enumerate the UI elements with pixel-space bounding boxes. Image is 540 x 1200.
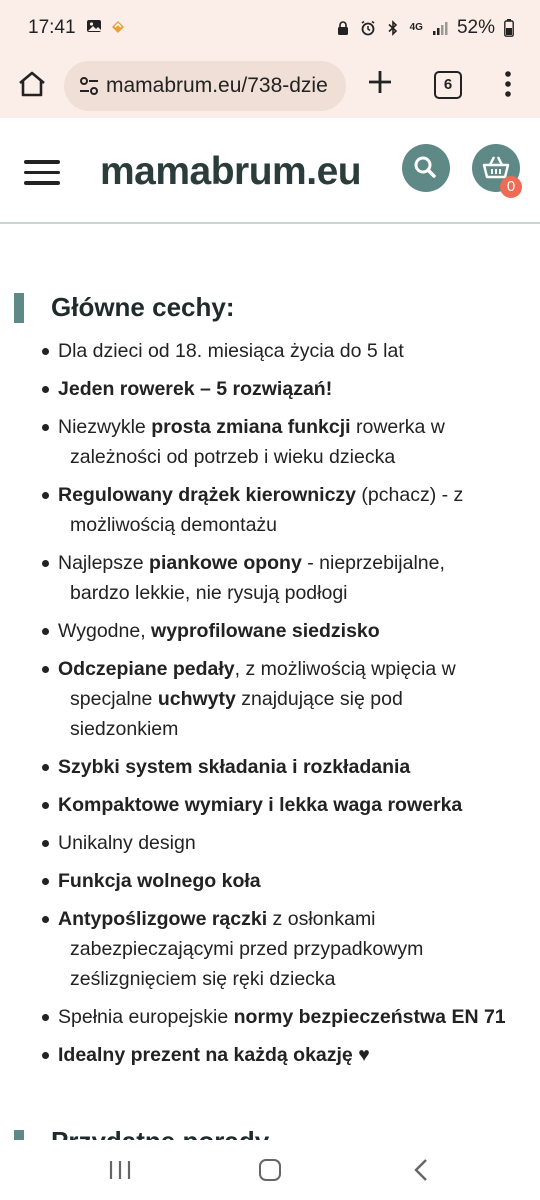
feature-item (40, 616, 530, 646)
feature-continuation: ześlizgnięciem się ręki dziecka (70, 968, 336, 990)
feature-text-segment: Antypoślizgowe rączki (58, 908, 268, 930)
feature-text-segment: znajdujące się pod (235, 688, 403, 710)
feature-text-segment: prosta zmiana funkcji (151, 416, 351, 438)
browser-toolbar (0, 56, 540, 118)
search-button[interactable] (402, 144, 450, 192)
heading-accent-bar (14, 293, 24, 323)
back-icon[interactable] (413, 1158, 429, 1182)
cart-count-badge: 0 (500, 176, 522, 198)
feature-text-segment: Jeden rowerek – 5 rozwiązań! (58, 378, 333, 400)
feature-item (40, 752, 530, 782)
feature-item (40, 412, 530, 472)
feature-item (40, 1002, 530, 1032)
feature-text-segment: z osłonkami (267, 908, 376, 930)
feature-text-segment: , z możliwością wpięcia w (234, 658, 456, 680)
next-section-heading (14, 1126, 274, 1140)
battery-percent: 52% (456, 17, 495, 38)
feature-continuation: zależności od potrzeb i wieku dziecka (70, 446, 396, 468)
feature-item (40, 548, 530, 608)
lock-icon (335, 20, 351, 36)
feature-item (40, 654, 530, 744)
search-icon (402, 144, 450, 192)
url-text[interactable]: mamabrum.eu/738-dzie (106, 74, 328, 97)
feature-text-segment: - nieprzebijalne, (301, 552, 445, 574)
alarm-icon (360, 20, 376, 36)
feature-continuation: siedzonkiem (70, 718, 179, 740)
feature-text-segment: (pchacz) - z (356, 484, 464, 506)
feature-item (40, 374, 530, 404)
feature-text-segment: Unikalny design (58, 832, 196, 854)
site-logo[interactable]: mamabrum.eu (100, 150, 362, 193)
feature-text-segment: Szybki system składania i rozkładania (58, 756, 411, 778)
home-nav-button[interactable] (259, 1159, 281, 1181)
image-icon (86, 18, 102, 34)
feature-item (40, 866, 530, 896)
feature-text-segment: Najlepsze (58, 552, 150, 574)
section-title: Główne cechy: (51, 292, 235, 322)
feature-text-segment: Wygodne, (58, 620, 152, 642)
feature-text-segment: Odczepiane pedały (58, 658, 235, 680)
feature-continuation (58, 684, 530, 714)
feature-text-segment: piankowe opony (149, 552, 302, 574)
feature-text-segment: rowerka w (350, 416, 445, 438)
system-nav-bar (0, 1140, 540, 1200)
network-type: 4G (409, 22, 423, 33)
feature-text-segment: Regulowany drążek kierowniczy (58, 484, 357, 506)
feature-text-segment: Idealny prezent na każdą okazję ♥ (58, 1044, 370, 1066)
feature-item (40, 828, 530, 858)
battery-icon (504, 19, 514, 37)
feature-text-segment: specjalne (70, 688, 158, 710)
signal-icon (432, 20, 448, 36)
home-icon[interactable] (16, 68, 48, 100)
feature-item (40, 790, 530, 820)
more-options-icon[interactable] (496, 68, 520, 100)
feature-text-segment: uchwyty (157, 688, 236, 710)
feature-item (40, 1040, 530, 1070)
status-time: 17:41 (28, 17, 76, 38)
menu-icon[interactable] (24, 160, 60, 186)
feature-text-segment: Spełnia europejskie (58, 1006, 234, 1028)
feature-continuation: możliwością demontażu (70, 514, 278, 536)
section-heading (14, 292, 235, 323)
feature-continuation: bardzo lekkie, nie rysują podłogi (70, 582, 348, 604)
bluetooth-icon (385, 20, 401, 36)
feature-item (40, 904, 530, 994)
feature-text-segment: normy bezpieczeństwa EN 71 (233, 1006, 506, 1028)
feature-text-segment: Niezwykle (58, 416, 152, 438)
feature-item (40, 480, 530, 540)
address-bar[interactable] (64, 61, 346, 111)
status-bar (0, 0, 540, 56)
features-list (40, 336, 530, 1078)
tab-switcher-button[interactable]: 6 (434, 71, 462, 99)
recent-apps-icon[interactable] (108, 1160, 132, 1180)
new-tab-icon[interactable] (366, 68, 394, 96)
feature-continuation: zabezpieczającymi przed przypadkowym (70, 938, 424, 960)
site-header (0, 120, 540, 224)
feature-text-segment: Dla dzieci od 18. miesiąca życia do 5 lat (58, 340, 404, 362)
app-icon (110, 18, 126, 34)
feature-text-segment: Funkcja wolnego koła (58, 870, 261, 892)
site-settings-icon[interactable] (78, 75, 100, 97)
feature-text-segment: Kompaktowe wymiary i lekka waga rowerka (58, 794, 463, 816)
feature-item (40, 336, 530, 366)
feature-text-segment: wyprofilowane siedzisko (151, 620, 380, 642)
